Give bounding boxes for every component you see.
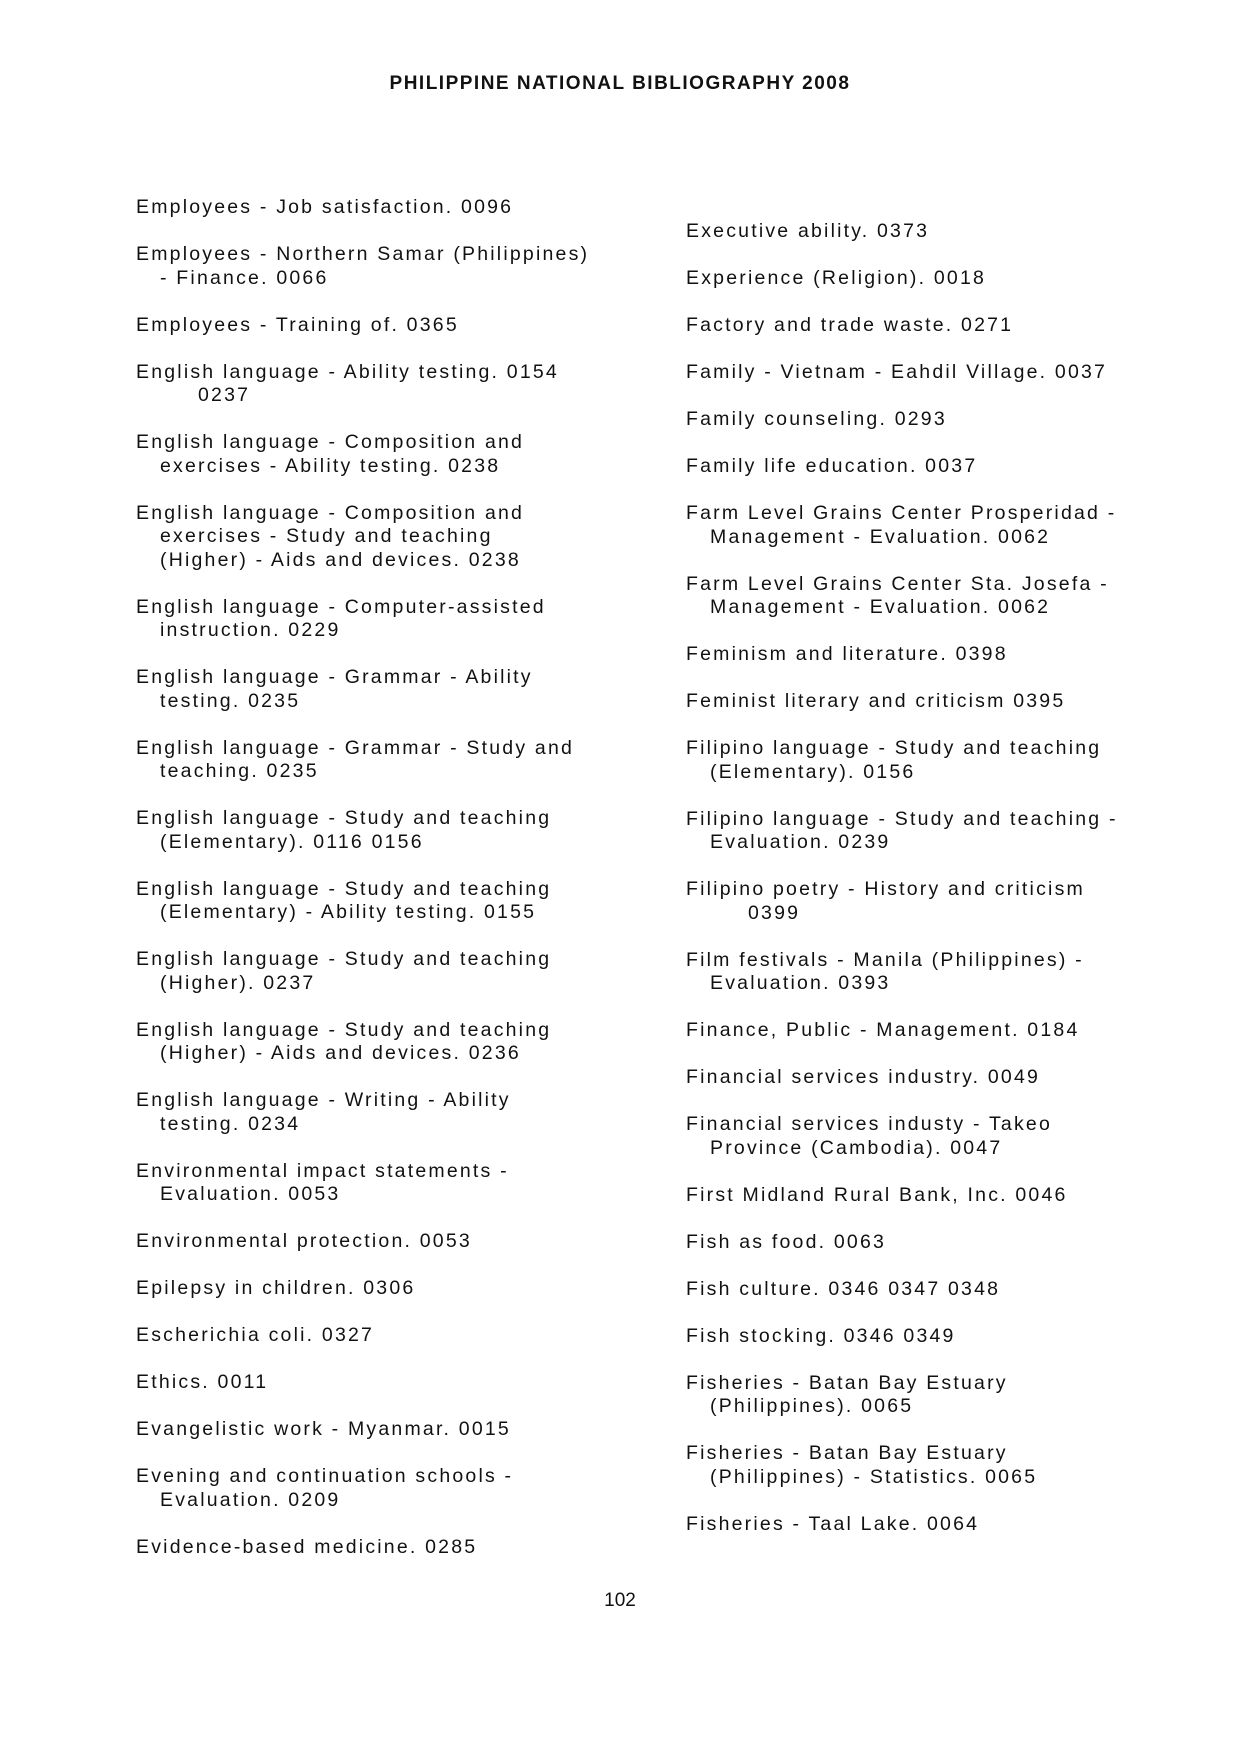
index-entry bbox=[686, 690, 1206, 714]
index-heading: Fisheries - Batan Bay Estuary bbox=[686, 1442, 1008, 1464]
index-entry bbox=[136, 1019, 676, 1066]
index-heading-continuation: testing. 0234 bbox=[160, 1112, 301, 1135]
index-heading: Fish stocking. 0346 0349 bbox=[686, 1324, 956, 1347]
index-heading-continuation: (Higher). 0237 bbox=[160, 971, 316, 994]
index-entry bbox=[686, 314, 1206, 338]
index-heading: Environmental impact statements - bbox=[136, 1159, 509, 1182]
index-entry bbox=[686, 737, 1206, 784]
index-heading: Film festivals - Manila (Philippines) - bbox=[686, 948, 1084, 971]
index-heading-continuation: exercises - Ability testing. 0238 bbox=[160, 454, 501, 477]
page-title: PHILIPPINE NATIONAL BIBLIOGRAPHY 2008 bbox=[389, 73, 851, 94]
index-heading: English language - Writing - Ability bbox=[136, 1089, 511, 1111]
index-entry bbox=[686, 1278, 1206, 1302]
index-heading-continuation: (Philippines). 0065 bbox=[710, 1395, 914, 1417]
index-entry bbox=[686, 1231, 1206, 1255]
index-entry bbox=[136, 596, 676, 643]
index-heading-continuation: instruction. 0229 bbox=[160, 619, 341, 641]
index-heading: Employees - Job satisfaction. 0096 bbox=[136, 196, 514, 218]
index-heading-continuation: 0399 bbox=[748, 901, 801, 924]
index-entry bbox=[686, 455, 1206, 479]
index-heading: Family life education. 0037 bbox=[686, 455, 978, 477]
index-heading: Financial services industry. 0049 bbox=[686, 1066, 1041, 1088]
index-heading: English language - Study and teaching bbox=[136, 1018, 552, 1041]
index-heading: English language - Computer-assisted bbox=[136, 595, 546, 618]
index-heading-continuation: Evaluation. 0239 bbox=[710, 831, 891, 853]
index-heading-continuation: testing. 0235 bbox=[160, 689, 301, 712]
index-heading: Evidence-based medicine. 0285 bbox=[136, 1535, 478, 1558]
index-heading-continuation: Management - Evaluation. 0062 bbox=[710, 596, 1051, 618]
index-entry bbox=[686, 1019, 1206, 1043]
index-heading: Factory and trade waste. 0271 bbox=[686, 314, 1014, 336]
index-heading: Employees - Training of. 0365 bbox=[136, 313, 459, 336]
index-heading: Family counseling. 0293 bbox=[686, 408, 947, 430]
index-heading-continuation: 0237 bbox=[198, 384, 251, 406]
index-heading-continuation: Province (Cambodia). 0047 bbox=[710, 1136, 1003, 1159]
index-heading: Employees - Northern Samar (Philippines) bbox=[136, 243, 590, 265]
index-heading: Escherichia coli. 0327 bbox=[136, 1324, 375, 1346]
index-entry bbox=[686, 573, 1206, 620]
index-heading-continuation: Evaluation. 0053 bbox=[160, 1183, 341, 1205]
index-entry bbox=[136, 666, 676, 713]
index-heading-continuation: - Finance. 0066 bbox=[160, 266, 329, 289]
index-heading: Fish as food. 0063 bbox=[686, 1230, 887, 1253]
index-heading: Evangelistic work - Myanmar. 0015 bbox=[136, 1418, 511, 1440]
index-entry bbox=[686, 1066, 1206, 1090]
index-heading-continuation: (Elementary). 0156 bbox=[710, 760, 916, 783]
index-column-left bbox=[136, 196, 676, 1583]
index-heading: Feminism and literature. 0398 bbox=[686, 643, 1008, 665]
index-entry bbox=[136, 1277, 676, 1301]
index-entry bbox=[136, 1089, 676, 1136]
index-heading: Filipino language - Study and teaching - bbox=[686, 807, 1118, 830]
index-heading: First Midland Rural Bank, Inc. 0046 bbox=[686, 1183, 1068, 1206]
index-heading-continuation: teaching. 0235 bbox=[160, 760, 319, 782]
index-heading: Filipino poetry - History and criticism bbox=[686, 878, 1085, 900]
index-heading-continuation: (Higher) - Aids and devices. 0238 bbox=[160, 548, 521, 571]
index-entry bbox=[136, 737, 676, 784]
index-column-right bbox=[686, 220, 1206, 1560]
index-entry bbox=[136, 431, 676, 478]
index-entry bbox=[136, 1418, 676, 1442]
index-entry bbox=[686, 1113, 1206, 1160]
index-entry bbox=[686, 643, 1206, 667]
index-entry bbox=[136, 361, 676, 408]
index-entry bbox=[136, 196, 676, 220]
index-entry bbox=[136, 1536, 676, 1560]
index-heading-continuation: Evaluation. 0209 bbox=[160, 1488, 341, 1511]
index-heading: English language - Study and teaching bbox=[136, 948, 552, 970]
index-entry bbox=[136, 1465, 676, 1512]
index-heading-continuation: (Elementary) - Ability testing. 0155 bbox=[160, 901, 537, 923]
index-heading: Environmental protection. 0053 bbox=[136, 1230, 472, 1252]
index-entry bbox=[136, 243, 676, 290]
index-heading: English language - Ability testing. 0154 bbox=[136, 360, 559, 383]
index-heading: Filipino language - Study and teaching bbox=[686, 737, 1102, 759]
index-heading: English language - Study and teaching bbox=[136, 877, 552, 900]
index-entry bbox=[136, 807, 676, 854]
index-heading-continuation: Evaluation. 0393 bbox=[710, 972, 891, 994]
index-heading-continuation: (Higher) - Aids and devices. 0236 bbox=[160, 1042, 521, 1064]
index-entry bbox=[136, 1230, 676, 1254]
index-entry bbox=[686, 502, 1206, 549]
index-heading: English language - Grammar - Study and bbox=[136, 736, 575, 759]
index-heading: Epilepsy in children. 0306 bbox=[136, 1277, 416, 1299]
index-entry bbox=[686, 878, 1206, 925]
index-heading: Executive ability. 0373 bbox=[686, 220, 930, 242]
index-entry bbox=[136, 1371, 676, 1395]
index-entry bbox=[686, 1184, 1206, 1208]
index-heading: Farm Level Grains Center Sta. Josefa - bbox=[686, 572, 1109, 595]
index-heading: Financial services industy - Takeo bbox=[686, 1113, 1052, 1135]
index-entry bbox=[136, 502, 676, 573]
index-heading: Farm Level Grains Center Prosperidad - bbox=[686, 502, 1117, 524]
index-heading: English language - Grammar - Ability bbox=[136, 666, 533, 688]
index-heading: Finance, Public - Management. 0184 bbox=[686, 1019, 1080, 1041]
index-heading: English language - Composition and bbox=[136, 431, 525, 453]
index-heading: Experience (Religion). 0018 bbox=[686, 267, 987, 289]
index-heading: Evening and continuation schools - bbox=[136, 1465, 514, 1487]
index-heading: Family - Vietnam - Eahdil Village. 0037 bbox=[686, 361, 1108, 383]
index-heading: English language - Study and teaching bbox=[136, 807, 552, 829]
index-heading: Feminist literary and criticism 0395 bbox=[686, 690, 1066, 712]
page-number: 102 bbox=[604, 1590, 636, 1611]
index-heading-continuation: (Elementary). 0116 0156 bbox=[160, 830, 424, 853]
index-heading: Ethics. 0011 bbox=[136, 1371, 269, 1393]
index-entry bbox=[136, 1160, 676, 1207]
index-entry bbox=[136, 314, 676, 338]
index-heading-continuation: (Philippines) - Statistics. 0065 bbox=[710, 1465, 1038, 1488]
index-entry bbox=[686, 808, 1206, 855]
index-heading-continuation: exercises - Study and teaching bbox=[160, 525, 493, 547]
index-entry bbox=[686, 1372, 1206, 1419]
index-entry bbox=[686, 949, 1206, 996]
index-entry bbox=[686, 361, 1206, 385]
index-entry bbox=[686, 1442, 1206, 1489]
index-entry bbox=[686, 267, 1206, 291]
index-heading: Fisheries - Taal Lake. 0064 bbox=[686, 1512, 980, 1535]
index-heading: Fish culture. 0346 0347 0348 bbox=[686, 1277, 1001, 1300]
index-entry bbox=[686, 220, 1206, 244]
index-heading: English language - Composition and bbox=[136, 501, 525, 524]
index-entry bbox=[686, 408, 1206, 432]
index-entry bbox=[136, 1324, 676, 1348]
index-entry bbox=[686, 1513, 1206, 1537]
index-entry bbox=[686, 1325, 1206, 1349]
index-heading: Fisheries - Batan Bay Estuary bbox=[686, 1371, 1008, 1394]
index-entry bbox=[136, 878, 676, 925]
index-entry bbox=[136, 948, 676, 995]
index-heading-continuation: Management - Evaluation. 0062 bbox=[710, 525, 1051, 548]
